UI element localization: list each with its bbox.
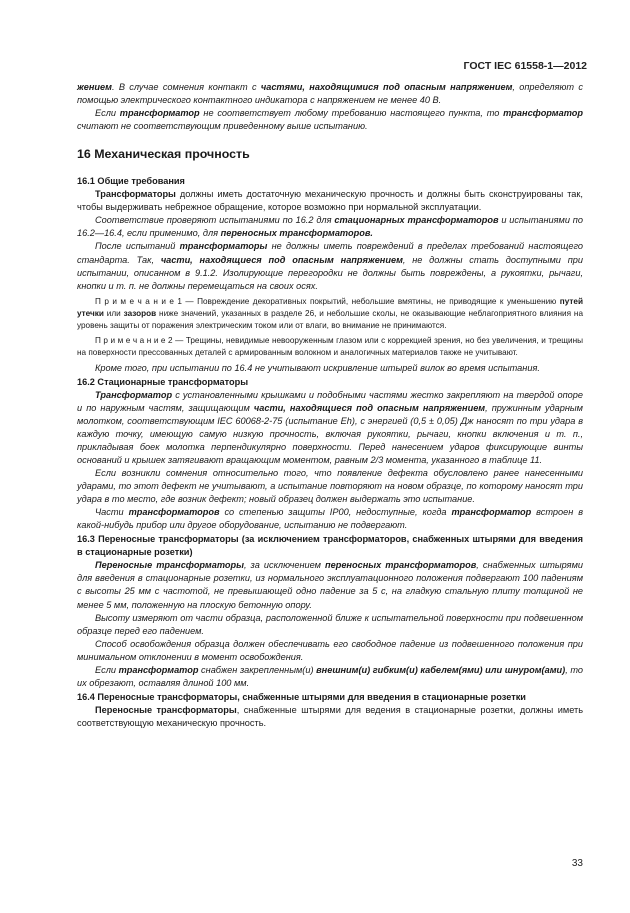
subsection-heading — [77, 533, 583, 559]
text-run: , пружинным ударным молотком, соответствующим IEC 60068-2-75 (испытание Eh), с энергией (0,5 ± 0,05) Дж наносят по три удара в каждую точку, имеющую самую низкую прочность, включая рукоятки, рычаги, кнопки включения и т. п., прикладывая боек молотка перпендикулярно поверхности. Перед нанесением ударов фиксирующие винты оснований и крышек затягивают вращающим моментом, равным 2/3 момента, указанного в таблице 11. — [77, 402, 583, 465]
text-run: Если — [95, 108, 120, 119]
text-run: зазоров — [123, 308, 157, 318]
text-run: Трансформаторы — [95, 189, 176, 200]
text-run: Переносные трансформаторы — [95, 704, 237, 715]
text-run: жением — [77, 82, 112, 92]
text-run: переносных трансформаторов — [324, 560, 477, 571]
text-run: трансформатор — [119, 108, 200, 119]
text-run: Кроме того, при испытании по 16.4 не учитывают искривление штырей вилок во время испытания. — [95, 362, 540, 373]
text-run: , определяют с помощью электрического контактного индикатора с напряжением не менее 40 В. — [77, 82, 583, 106]
text-run: части, находящиеся под опасным напряжением — [160, 254, 403, 265]
text-run: трансформатор — [118, 664, 199, 675]
paragraph — [77, 506, 583, 532]
text-run: Если возникли сомнения относительно того, что появление дефекта обусловлено ранее нанесенными ударами, то этот дефект не учитывают, а испытание повторяют на новом образце, по которому наносят три удара в то место, где возник дефект; новый образец должен выдержать это испытание. — [77, 468, 583, 505]
subsection-heading — [77, 175, 583, 188]
paragraph — [77, 240, 583, 292]
text-run: переносных трансформаторов. — [220, 228, 373, 239]
text-run: трансформаторов — [128, 507, 220, 518]
text-run: должны иметь достаточную механическую прочность и должны быть сконструированы так, чтобы выдерживать небрежное обращение, которое возможно при нормальной эксплуатации. — [77, 189, 583, 213]
text-run: , за исключением — [243, 560, 325, 571]
text-run: Трансформатор — [95, 389, 173, 400]
text-run: с установленными крышками и подобными частями жестко закрепляют на твердой опоре и по наружным частям, защищающим — [77, 389, 583, 413]
paragraph — [77, 612, 583, 638]
text-run: После испытаний — [95, 241, 180, 252]
text-run: Соответствие проверяют испытаниями по 16.2 для — [95, 215, 335, 226]
text-run: трансформатор — [503, 108, 583, 119]
paragraph — [77, 214, 583, 240]
paragraph — [77, 107, 583, 133]
paragraph — [77, 638, 583, 664]
paragraph — [77, 362, 583, 375]
text-run: Части — [95, 507, 129, 518]
paragraph — [77, 664, 583, 690]
paragraph — [77, 81, 583, 107]
text-run: , не должны стать доступными при испытании, описанном в 9.1.2. Изолирующие перегородки не должны быть повреждены, а рукоятки, рычаги, кнопки и т. п. не должны перемещаться на своих осях. — [77, 254, 583, 291]
text-run: не соответствует любому требованию настоящего пункта, то — [199, 108, 504, 119]
paragraph — [77, 188, 583, 214]
text-run: или — [103, 308, 124, 318]
text-run: П р и м е ч а н и е 1 — Повреждение декоративных покрытий, небольшие вмятины, не приводящие к уменьшению — [95, 296, 560, 306]
text-run: частями, находящимися под опасным напряжением — [260, 82, 513, 92]
subsection-heading — [77, 691, 583, 704]
paragraph — [77, 389, 583, 467]
text-run: внешним(и) гибким(и) кабелем(ями) или шнуром(ами) — [316, 664, 566, 675]
text-run: и испытаниями по 16.2—16.4, если применимо, для — [77, 215, 583, 239]
note-paragraph — [77, 335, 583, 359]
text-run: 16.4 Переносные трансформаторы, снабженные штырями для введения в стационарные розетки — [77, 691, 526, 702]
text-run: ниже значений, указанных в разделе 26, и небольшие сколы, не оказывающие неблагоприятного влияния на уровень защиты от поражения электрическим током или от влаги, во внимание не принимаются. — [77, 308, 583, 330]
text-run: снабжен закрепленным(и) — [198, 664, 317, 675]
subsection-heading — [77, 376, 583, 389]
text-run: , то их обрезают, оставляя длиной 100 мм. — [77, 664, 583, 688]
paragraph — [77, 467, 583, 506]
text-run: стационарных трансформаторов — [334, 215, 499, 226]
text-run: не должны иметь повреждений в пределах требований настоящего стандарта. Так, — [77, 241, 583, 265]
text-run: 16 Механическая прочность — [77, 147, 250, 162]
text-run: , снабженных штырями для введения в стационарные розетки, из нормального эксплуатационного положения подвергают 100 падениям с высоты 25 мм с частотой, не превышающей одно падение за 5 с, на гладкую стальную плиту толщиной не менее 5 мм, положенную на плоскую бетонную опору. — [77, 560, 583, 610]
text-run: части, находящиеся под опасным напряжением — [253, 402, 486, 413]
document-body — [77, 81, 583, 730]
text-run: . В случае сомнения контакт с — [111, 82, 261, 92]
text-run: трансформатор — [451, 507, 532, 518]
text-run: П р и м е ч а н и е 2 — Трещины, невидимые невооруженным глазом или с коррекцией зрения, но без увеличения, и трещины на поверхности прессованных деталей с армированным волокном и аналогичных материалов также не учитывают. — [77, 335, 583, 357]
text-run: Переносные трансформаторы — [95, 560, 244, 571]
document-header: ГОСТ IEC 61558-1—2012 — [463, 60, 587, 72]
section-heading — [77, 148, 583, 161]
text-run: со степенью защиты IP00, недоступные, когда — [219, 507, 452, 518]
paragraph — [77, 559, 583, 611]
text-run: Если — [95, 664, 119, 675]
text-run: Высоту измеряют от части образца, расположенной ближе к испытательной поверхности при подвешенном образце перед его падением. — [77, 612, 583, 636]
text-run: Способ освобождения образца должен обеспечивать его свободное падение из подвешенного положения при минимальном отклонении в момент освобождения. — [77, 638, 583, 662]
text-run: встроен в какой-нибудь прибор или другое оборудование, испытанию не подвергают. — [77, 507, 583, 531]
page-number: 33 — [571, 858, 583, 869]
text-run: считают не соответствующим приведенному выше испытанию. — [77, 121, 368, 132]
text-run: 16.2 Стационарные трансформаторы — [77, 376, 249, 387]
text-run: путей утечки — [77, 296, 583, 318]
paragraph — [77, 704, 583, 730]
note-paragraph — [77, 296, 583, 332]
text-run: 16.1 Общие требования — [77, 176, 185, 187]
text-run: трансформаторы — [179, 241, 268, 252]
text-run: , снабженные штырями для ведения в стационарные розетки, должны иметь соответствующую механическую прочность. — [77, 704, 583, 728]
text-run: 16.3 Переносные трансформаторы (за исключением трансформаторов, снабженных штырями для введения в стационарные розетки) — [77, 534, 583, 558]
